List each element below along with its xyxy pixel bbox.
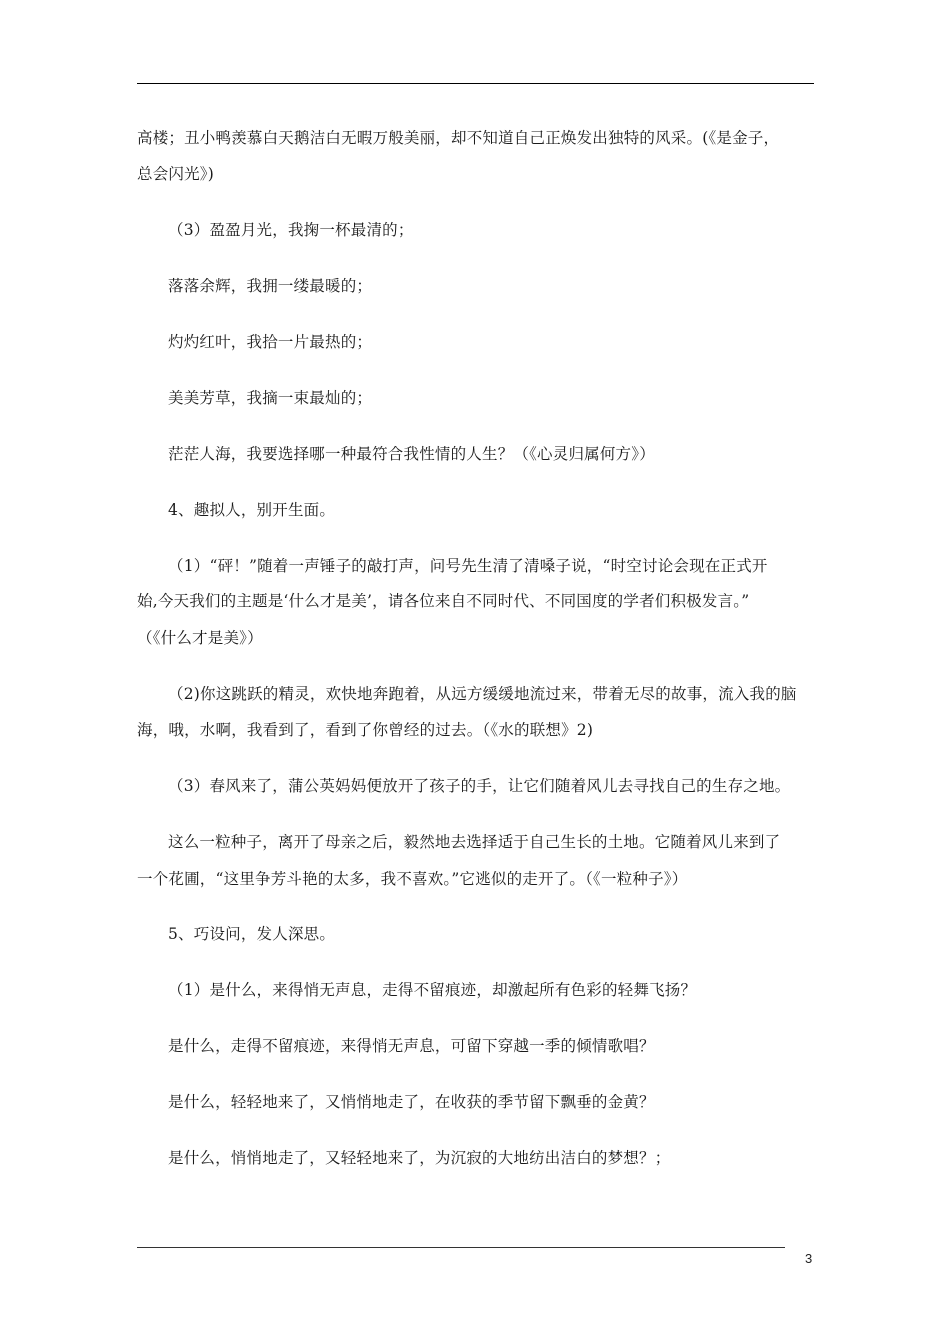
- text-line: （3）盈盈月光，我掬一杯最清的；: [168, 221, 414, 239]
- header-rule: [137, 83, 814, 84]
- page-number: 3: [805, 1251, 813, 1266]
- text-line: 是什么，轻轻地来了，又悄悄地走了，在收获的季节留下飘垂的金黄？: [168, 1093, 655, 1111]
- text-line: 这么一粒种子，离开了母亲之后，毅然地去选择适于自己生长的土地。它随着风儿来到了: [168, 833, 781, 851]
- text-line: 总会闪光》): [137, 165, 214, 183]
- section-heading: 5、巧设问，发人深思。: [168, 925, 336, 943]
- text-line: 茫茫人海，我要选择哪一种最符合我性情的人生？（《心灵归属何方》）: [168, 445, 655, 463]
- text-line: 灼灼红叶，我拾一片最热的；: [168, 333, 373, 351]
- text-line: 一个花圃，“这里争芳斗艳的太多，我不喜欢。”它逃似的走开了。（《一粒种子》）: [137, 870, 688, 888]
- text-line: 美美芳草，我摘一束最灿的；: [168, 389, 373, 407]
- text-line: （3）春风来了，蒲公英妈妈便放开了孩子的手，让它们随着风儿去寻找自己的生存之地。: [168, 777, 791, 795]
- text-line: 是什么，走得不留痕迹，来得悄无声息，可留下穿越一季的倾情歌唱？: [168, 1037, 655, 1055]
- section-heading: 4、趣拟人，别开生面。: [168, 501, 336, 519]
- footer-rule: [137, 1247, 785, 1248]
- text-line: （《什么才是美》）: [137, 629, 263, 647]
- text-line: 落落余辉，我拥一缕最暖的；: [168, 277, 373, 295]
- text-line: 高楼；丑小鸭羡慕白天鹅洁白无暇万般美丽，却不知道自己正焕发出独特的风采。(《是金子，: [137, 129, 780, 147]
- text-line: 海，哦，水啊，我看到了，看到了你曾经的过去。（《水的联想》2): [137, 721, 594, 739]
- text-line: （1）“砰！”随着一声锤子的敲打声，问号先生清了清嗓子说，“时空讨论会现在正式开: [168, 557, 768, 575]
- text-line: 是什么，悄悄地走了，又轻轻地来了，为沉寂的大地纺出洁白的梦想？；: [168, 1149, 671, 1167]
- text-line: 始,今天我们的主题是‘什么才是美’，请各位来自不同时代、不同国度的学者们积极发言。”: [137, 592, 750, 610]
- text-line: （2)你这跳跃的精灵，欢快地奔跑着，从远方缓缓地流过来，带着无尽的故事，流入我的脑: [168, 685, 797, 703]
- text-line: （1）是什么，来得悄无声息，走得不留痕迹，却激起所有色彩的轻舞飞扬？: [168, 981, 697, 999]
